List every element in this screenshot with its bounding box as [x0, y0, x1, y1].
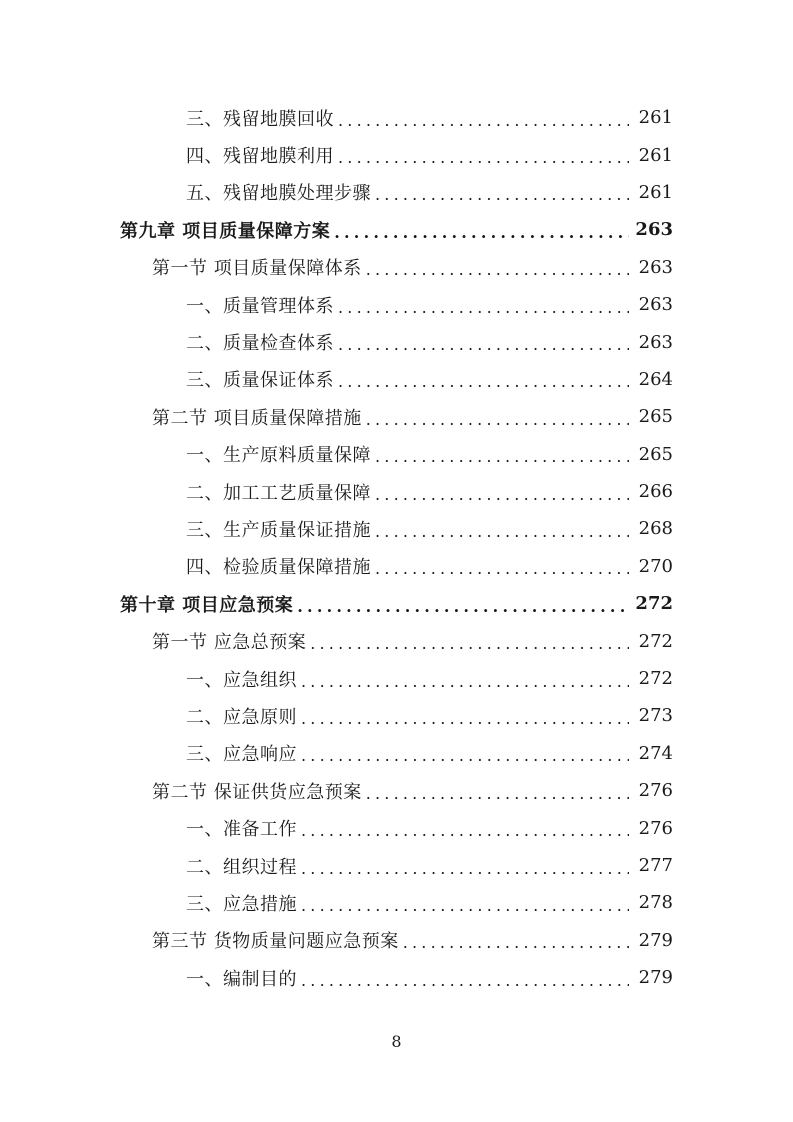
toc-entry-page: 272 — [638, 630, 673, 652]
toc-entry[interactable] — [0, 809, 793, 846]
toc-entry-title: 一、编制目的 — [186, 968, 297, 990]
toc-entry-title: 三、质量保证体系 — [186, 370, 334, 392]
toc-entry-title: 三、残留地膜回收 — [186, 108, 334, 130]
toc-entry-page: 277 — [638, 855, 673, 876]
toc-dot-leader — [375, 181, 629, 203]
toc-entry-title: 第十章 项目应急预案 — [120, 594, 294, 616]
toc-chapter-entry[interactable] — [0, 211, 793, 248]
toc-entry-title: 三、应急措施 — [186, 893, 297, 915]
toc-entry-title: 第一节 应急总预案 — [152, 632, 307, 654]
toc-entry-page: 273 — [638, 705, 673, 727]
page-number: 8 — [391, 1032, 402, 1051]
toc-entry-page: 263 — [638, 256, 673, 278]
toc-entry-page: 261 — [638, 144, 673, 166]
toc-section-entry[interactable] — [0, 772, 793, 809]
toc-entry-title: 第三节 货物质量问题应急预案 — [152, 931, 399, 953]
toc-entry-page: 272 — [638, 668, 673, 690]
toc-entry-page: 268 — [638, 518, 673, 540]
toc-entry[interactable] — [0, 136, 793, 173]
toc-entry[interactable] — [0, 660, 793, 697]
toc-entry-title: 五、残留地膜处理步骤 — [186, 183, 371, 205]
toc-dot-leader — [338, 368, 629, 390]
toc-entry[interactable] — [0, 174, 793, 211]
toc-entry-page: 278 — [638, 892, 673, 914]
toc-dot-leader — [366, 780, 629, 802]
toc-entry-page: 263 — [635, 219, 673, 241]
toc-entry[interactable] — [0, 884, 793, 921]
toc-entry-page: 265 — [638, 406, 673, 428]
toc-section-entry[interactable] — [0, 249, 793, 286]
toc-entry-title: 第九章 项目质量保障方案 — [120, 220, 331, 242]
toc-dot-leader — [338, 294, 629, 316]
toc-entry-page: 265 — [638, 443, 673, 465]
toc-chapter-entry[interactable] — [0, 585, 793, 622]
toc-entry-page: 279 — [638, 929, 673, 951]
toc-dot-leader — [301, 892, 629, 914]
toc-dot-leader — [375, 555, 629, 577]
toc-dot-leader — [375, 443, 629, 465]
toc-dot-leader — [338, 331, 629, 353]
toc-entry-title: 第二节 项目质量保障措施 — [152, 407, 362, 429]
toc-dot-leader — [375, 481, 629, 503]
toc-entry-title: 二、应急原则 — [186, 706, 297, 728]
toc-dot-leader — [366, 256, 629, 278]
toc-entry-title: 一、准备工作 — [186, 819, 297, 841]
toc-entry[interactable] — [0, 735, 793, 772]
toc-entry[interactable] — [0, 959, 793, 996]
toc-entry-page: 270 — [638, 555, 673, 577]
toc-entry[interactable] — [0, 323, 793, 360]
toc-entry-title: 四、残留地膜利用 — [186, 146, 334, 168]
toc-entry-page: 279 — [638, 967, 673, 989]
toc-dot-leader — [301, 705, 629, 727]
toc-entry[interactable] — [0, 473, 793, 510]
toc-entry-page: 274 — [638, 742, 673, 764]
toc-entry-page: 261 — [638, 107, 673, 129]
toc-dot-leader — [375, 518, 629, 540]
toc-section-entry[interactable] — [0, 622, 793, 659]
toc-entry-title: 三、应急响应 — [186, 744, 297, 766]
toc-dot-leader — [366, 406, 629, 428]
toc-dot-leader — [334, 219, 629, 241]
toc-dot-leader — [338, 144, 629, 166]
toc-entry[interactable] — [0, 99, 793, 136]
toc-entry-page: 266 — [638, 481, 673, 503]
toc-entry[interactable] — [0, 286, 793, 323]
toc-entry-page: 261 — [638, 181, 673, 203]
toc-entry-page: 276 — [638, 817, 673, 839]
toc-entry-title: 二、加工工艺质量保障 — [186, 482, 371, 504]
toc-entry-title: 第二节 保证供货应急预案 — [152, 781, 362, 803]
toc-entry[interactable] — [0, 361, 793, 398]
toc-entry[interactable] — [0, 697, 793, 734]
toc-dot-leader — [338, 107, 629, 129]
toc-entry-title: 四、检验质量保障措施 — [186, 557, 371, 579]
toc-entry-title: 二、质量检查体系 — [186, 333, 334, 355]
table-of-contents — [0, 99, 793, 996]
toc-entry-title: 第一节 项目质量保障体系 — [152, 258, 362, 280]
toc-dot-leader — [403, 929, 629, 951]
toc-entry[interactable] — [0, 510, 793, 547]
toc-entry-page: 272 — [635, 593, 673, 615]
toc-entry-page: 263 — [638, 331, 673, 353]
toc-section-entry[interactable] — [0, 922, 793, 959]
toc-entry[interactable] — [0, 436, 793, 473]
toc-dot-leader — [301, 668, 629, 690]
toc-dot-leader — [301, 817, 629, 839]
toc-entry[interactable] — [0, 548, 793, 585]
toc-dot-leader — [301, 967, 629, 989]
toc-entry-title: 一、质量管理体系 — [186, 295, 334, 317]
toc-entry-title: 一、生产原料质量保障 — [186, 445, 371, 467]
toc-dot-leader — [301, 855, 629, 877]
toc-dot-leader — [297, 593, 629, 615]
toc-entry-title: 一、应急组织 — [186, 669, 297, 691]
toc-dot-leader — [301, 742, 629, 764]
toc-dot-leader — [310, 630, 629, 652]
toc-entry-title: 三、生产质量保证措施 — [186, 519, 371, 541]
toc-entry-title: 二、组织过程 — [186, 856, 297, 878]
toc-section-entry[interactable] — [0, 398, 793, 435]
toc-entry[interactable] — [0, 847, 793, 884]
toc-entry-page: 263 — [638, 294, 673, 316]
toc-entry-page: 264 — [638, 368, 673, 390]
toc-entry-page: 276 — [638, 780, 673, 802]
